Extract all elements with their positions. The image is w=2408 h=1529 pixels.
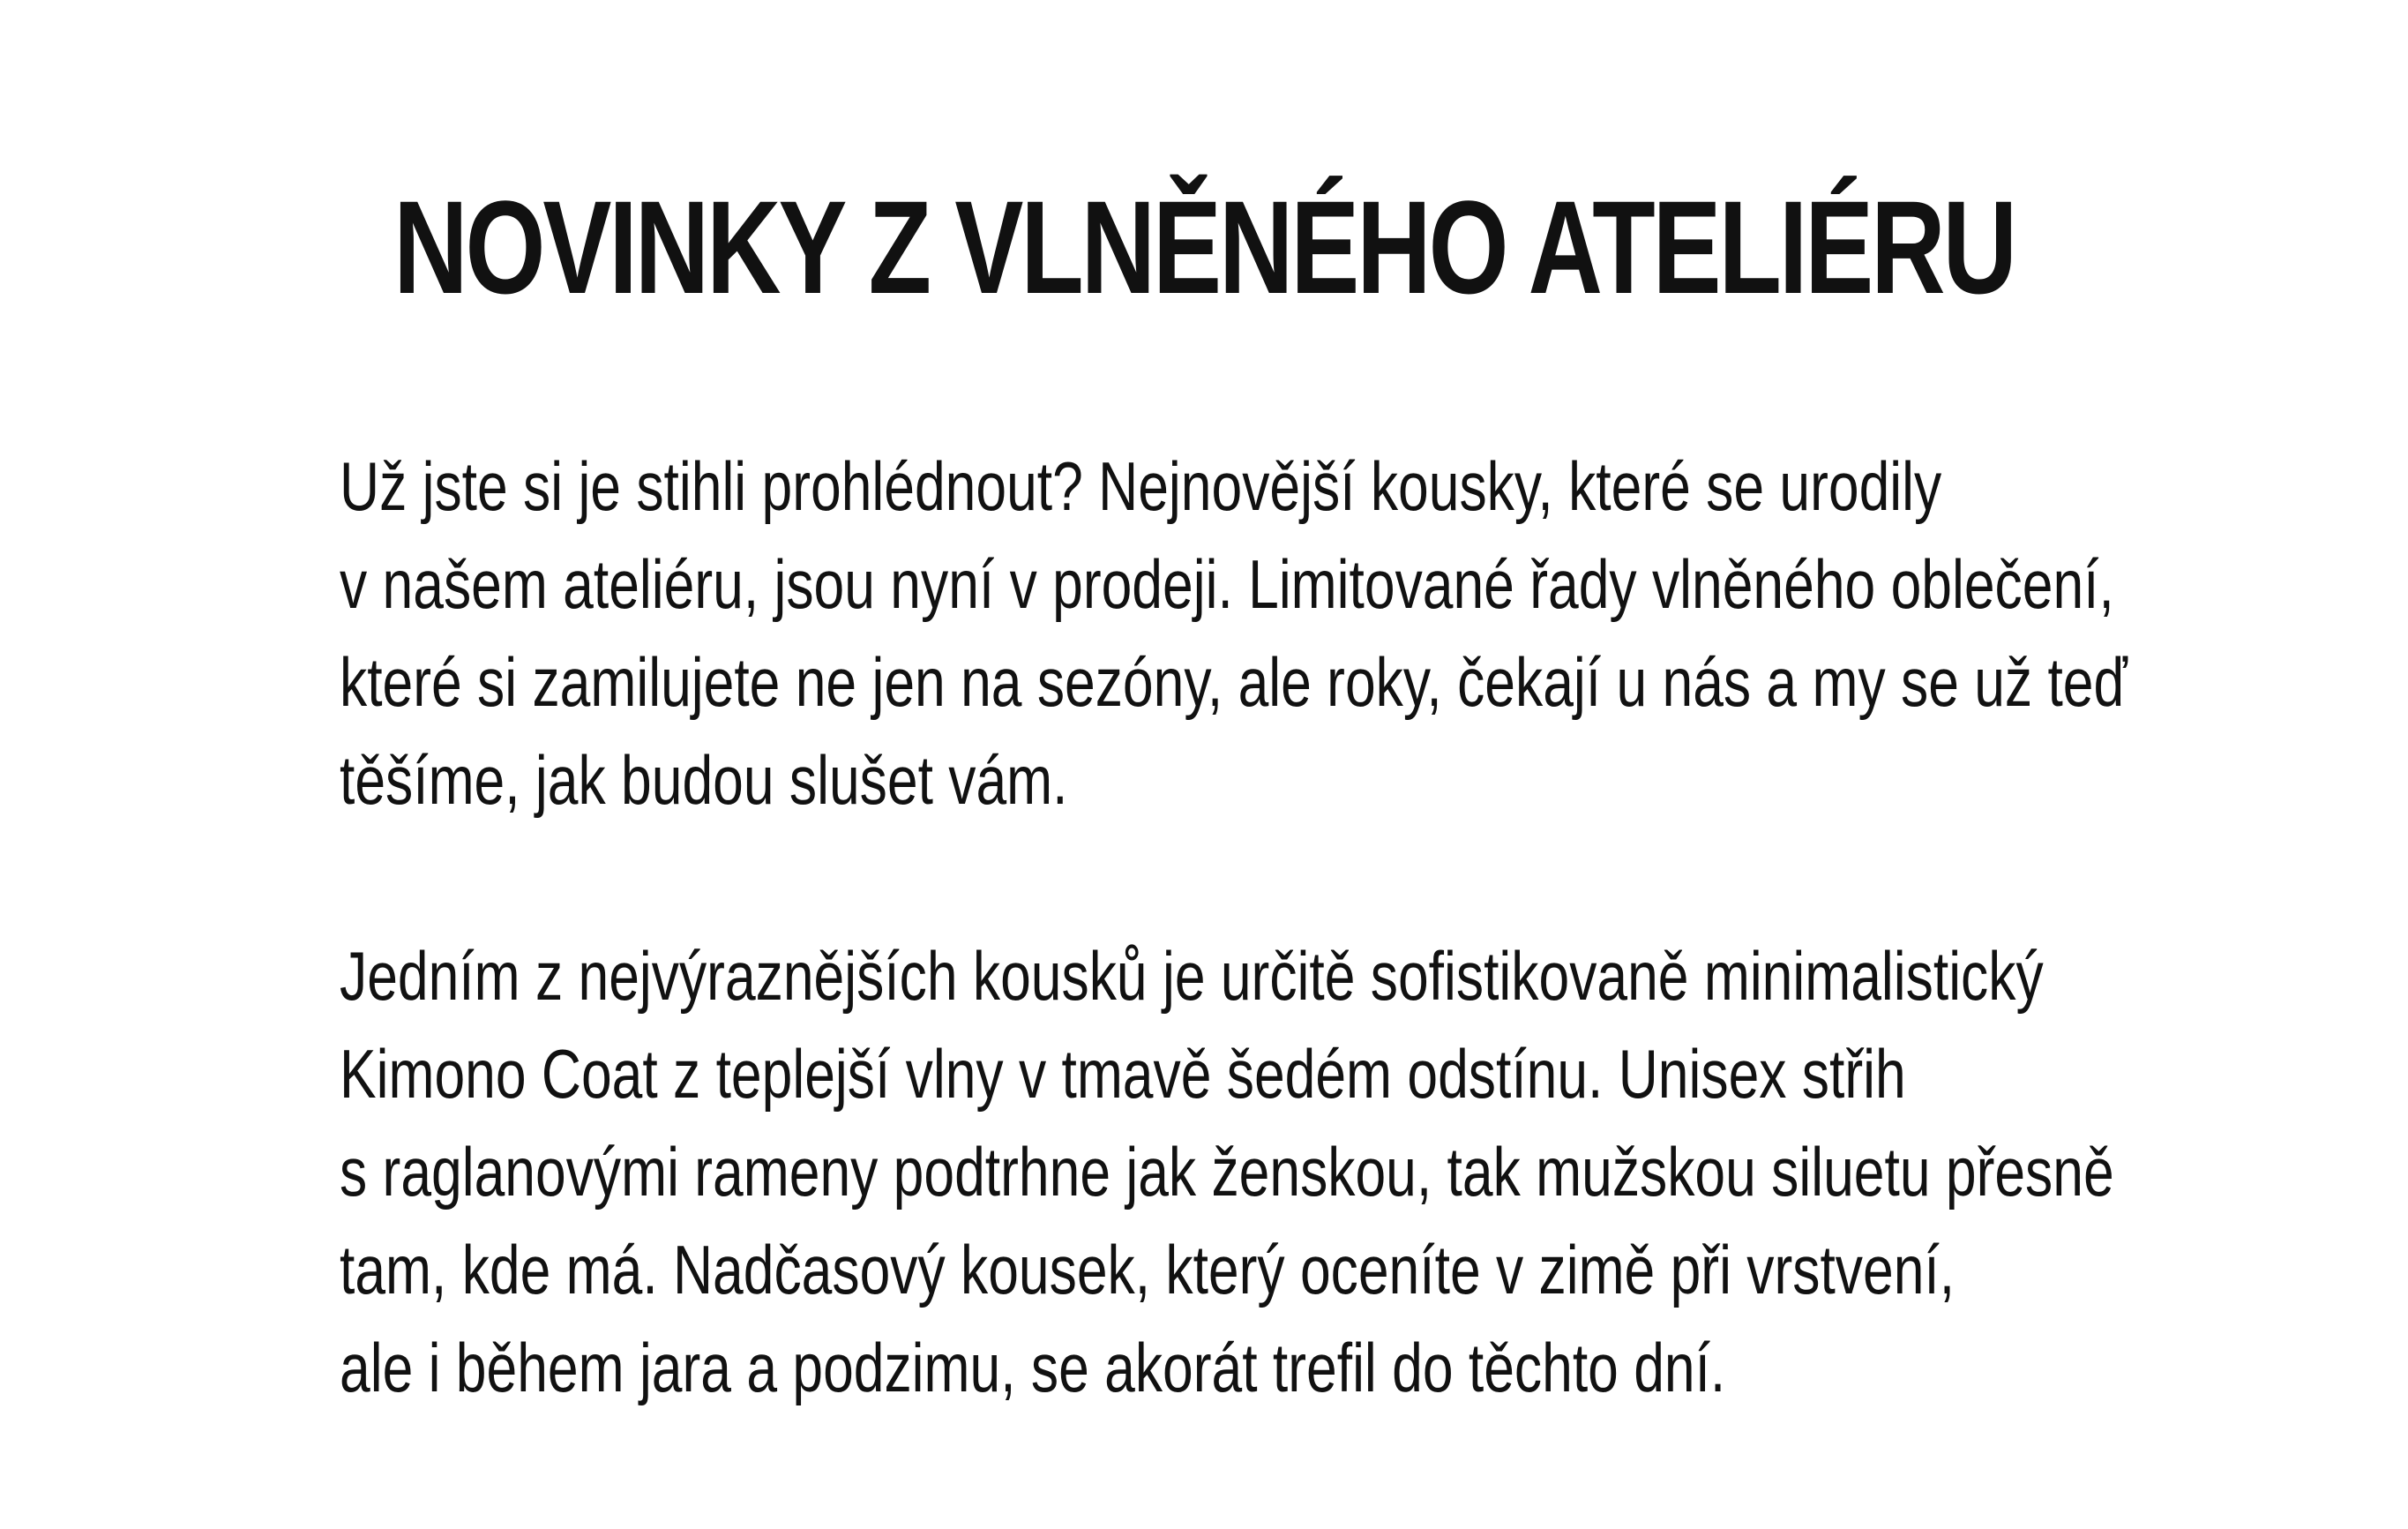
paragraph-line: Kimono Coat z teplejší vlny v tmavě šedém odstínu. Unisex střih	[340, 1035, 1906, 1113]
paragraph-line: Už jste si je stihli prohlédnout? Nejnovější kousky, které se urodily	[340, 447, 1942, 525]
paragraph-line: těšíme, jak budou slušet vám.	[340, 741, 1068, 819]
paragraph-line: které si zamilujete ne jen na sezóny, ale roky, čekají u nás a my se už teď	[340, 643, 2128, 721]
paragraph-line: Jedním z nejvýraznějších kousků je určitě sofistikovaně minimalistický	[340, 937, 2044, 1015]
paragraph-line: tam, kde má. Nadčasový kousek, který oceníte v zimě při vrstvení,	[340, 1231, 1956, 1308]
paragraph-line: v našem ateliéru, jsou nyní v prodeji. Limitované řady vlněného oblečení,	[340, 545, 2114, 623]
page-title: NOVINKY Z VLNĚNÉHO ATELIÉRU	[393, 173, 2015, 321]
paragraph-line: ale i během jara a podzimu, se akorát trefil do těchto dní.	[340, 1329, 1726, 1406]
product-paragraph	[340, 927, 2114, 1417]
intro-paragraph	[340, 438, 2128, 829]
paragraph-line: s raglanovými rameny podtrhne jak ženskou, tak mužskou siluetu přesně	[340, 1133, 2114, 1210]
